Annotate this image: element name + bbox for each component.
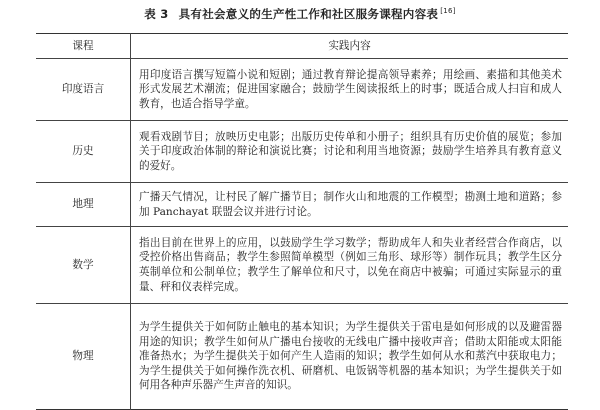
content-cell: 广播天气情况，让村民了解广播节目；制作火山和地震的工作模型；勘测土地和道路；参加 Panchayat 联盟会议并进行讨论。 (131, 183, 569, 227)
table-row (36, 227, 568, 304)
course-cell: 印度语言 (36, 59, 131, 121)
content-cell: 为学生提供关于如何防止触电的基本知识；为学生提供关于雷电是如何形成的以及避雷器用途的知识；教学生如何从广播电台接收的无线电广播中接收声音；借助太阳能或太阳能准备热水；为学生提供关于如何产生人造雨的知识；教学生如何从水和蒸汽中获取电力；为学生提供关于如何操作洗衣机、研磨机、电饭锅等机器的基本知识；为学生提供关于如何用各种声乐器产生声音的知识。 (139, 321, 562, 392)
table-caption (0, 6, 600, 22)
content-cell: 用印度语言撰写短篇小说和短剧；通过教育辩论提高领导素养；用绘画、素描和其他美术形式发展艺术潮流；促进国家融合；鼓励学生阅读报纸上的时事；既适合成人扫盲和成人教育，也适合指导学童。 (131, 59, 569, 121)
table-row (36, 183, 568, 227)
header-course: 课程 (36, 34, 131, 59)
table-row (36, 59, 568, 121)
course-cell: 地理 (36, 183, 131, 227)
course-table (36, 33, 568, 410)
table-row (36, 304, 568, 410)
content-cell: 观看戏剧节目；放映历史电影；出版历史传单和小册子；组织具有历史价值的展览；参加关于印度政治体制的辩论和演说比赛；讨论和利用当地资源；鼓励学生培养具有教育意义的爱好。 (131, 121, 569, 183)
content-cell: 指出目前在世界上的应用，以鼓励学生学习数学；帮助成年人和失业者经营合作商店，以受控价格出售商品；教学生参照简单模型（例如三角形、球形等）制作玩具；教学生区分英制单位和公制单位；教学生了解单位和尺寸，以免在商店中被骗；可通过实际显示的重量、秤和仪表样完成。 (131, 227, 569, 304)
header-row (36, 34, 568, 59)
caption-number: 表 3 (144, 7, 169, 21)
course-cell: 历史 (36, 121, 131, 183)
caption-title: 具有社会意义的生产性工作和社区服务课程内容表 (178, 7, 439, 21)
course-cell: 物理 (36, 304, 131, 410)
header-content: 实践内容 (131, 34, 569, 59)
table-row (36, 121, 568, 183)
caption-reference: [16] (440, 7, 456, 16)
course-cell: 数学 (36, 227, 131, 304)
